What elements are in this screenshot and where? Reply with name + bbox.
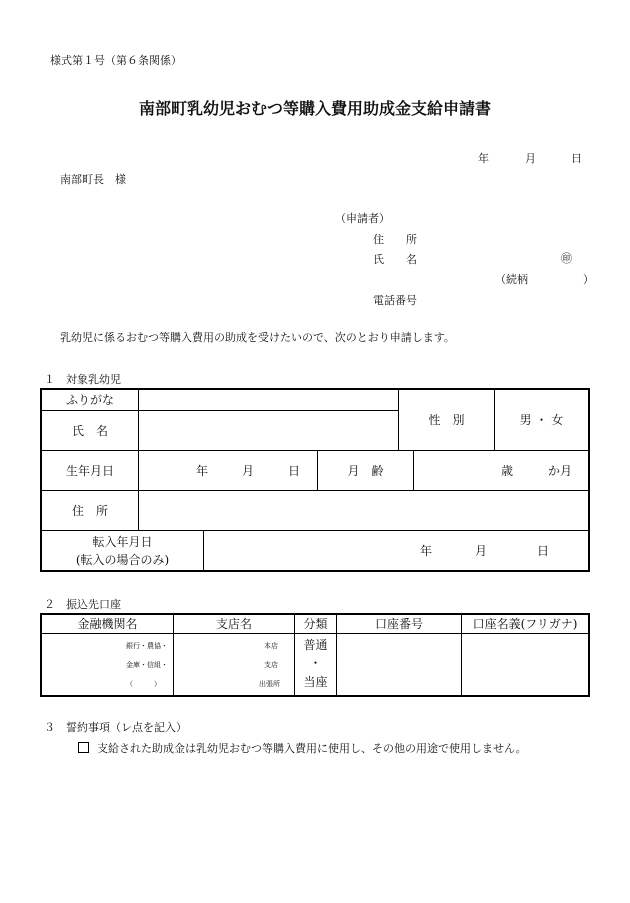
move-year-unit: 年	[419, 543, 432, 558]
applicant-phone-label: 電話番号	[373, 294, 417, 307]
age-label: 月 齢	[347, 463, 384, 478]
age-years-unit: 歳	[500, 463, 513, 478]
bank-type-3: （ ）	[126, 680, 161, 688]
furigana-label: ふりがな	[65, 393, 114, 407]
account-number-input[interactable]	[337, 634, 461, 695]
pledge-row[interactable]	[78, 740, 527, 756]
form-reference: 様式第１号（第６条関係）	[50, 54, 182, 67]
header-account-holder: 口座名義(フリガナ)	[472, 617, 578, 631]
infant-name-input[interactable]	[139, 411, 398, 450]
infant-address-label: 住 所	[71, 503, 108, 518]
applicant-name-label: 氏 名	[373, 253, 417, 266]
intro-text: 乳幼児に係るおむつ等購入費用の助成を受けたいので、次のとおり申請します。	[60, 331, 455, 344]
pledge-checkbox[interactable]	[78, 742, 89, 753]
account-type-checking[interactable]: 当座	[303, 675, 328, 689]
date-month-label: 月	[525, 152, 536, 165]
sex-options[interactable]: 男 ・ 女	[519, 413, 564, 427]
header-account-number: 口座番号	[374, 617, 423, 631]
seal-mark: ㊞	[561, 252, 572, 265]
branch-type-branch: 支店	[264, 661, 278, 669]
account-type-ordinary[interactable]: 普通	[303, 638, 328, 652]
relation-field: （続柄 ）	[495, 273, 594, 286]
move-in-note: (転入の場合のみ)	[75, 552, 170, 567]
birth-month-unit: 月	[241, 463, 254, 478]
furigana-input[interactable]	[139, 390, 398, 410]
move-month-unit: 月	[474, 543, 487, 558]
sex-label: 性 別	[428, 413, 465, 427]
birth-year-unit: 年	[195, 463, 208, 478]
section3-heading: ３ 誓約事項（レ点を記入）	[44, 721, 187, 734]
section2-heading: ２ 振込先口座	[44, 598, 121, 611]
branch-type-main: 本店	[264, 642, 278, 650]
account-type-separator: ・	[309, 656, 322, 670]
branch-type-office: 出張所	[259, 680, 280, 688]
header-branch-name: 支店名	[215, 617, 252, 631]
bank-account-table	[40, 613, 590, 697]
birthdate-label: 生年月日	[65, 463, 114, 478]
page-title: 南部町乳幼児おむつ等購入費用助成金支給申請書	[138, 99, 491, 118]
move-day-unit: 日	[536, 543, 549, 558]
age-months-unit: か月	[547, 463, 572, 478]
header-bank-name: 金融機関名	[77, 617, 138, 631]
addressee: 南部町長 様	[60, 173, 126, 186]
bank-type-1: 銀行・農協・	[126, 642, 168, 650]
section1-heading: １ 対象乳幼児	[44, 373, 121, 386]
applicant-heading: （申請者）	[335, 212, 390, 225]
pledge-text: 支給された助成金は乳幼児おむつ等購入費用に使用し、その他の用途で使用しません。	[97, 742, 527, 755]
date-year-label: 年	[478, 152, 489, 165]
header-account-type: 分類	[303, 617, 328, 631]
applicant-address-label: 住 所	[373, 233, 417, 246]
infant-table	[40, 388, 590, 572]
birth-day-unit: 日	[287, 463, 300, 478]
infant-name-label: 氏 名	[71, 423, 108, 438]
bank-type-2: 金庫・信組・	[126, 661, 168, 669]
move-in-label-cell	[42, 531, 203, 570]
account-holder-input[interactable]	[462, 634, 588, 695]
date-day-label: 日	[571, 152, 582, 165]
infant-address-input[interactable]	[139, 491, 588, 530]
move-in-label: 転入年月日	[92, 534, 153, 549]
